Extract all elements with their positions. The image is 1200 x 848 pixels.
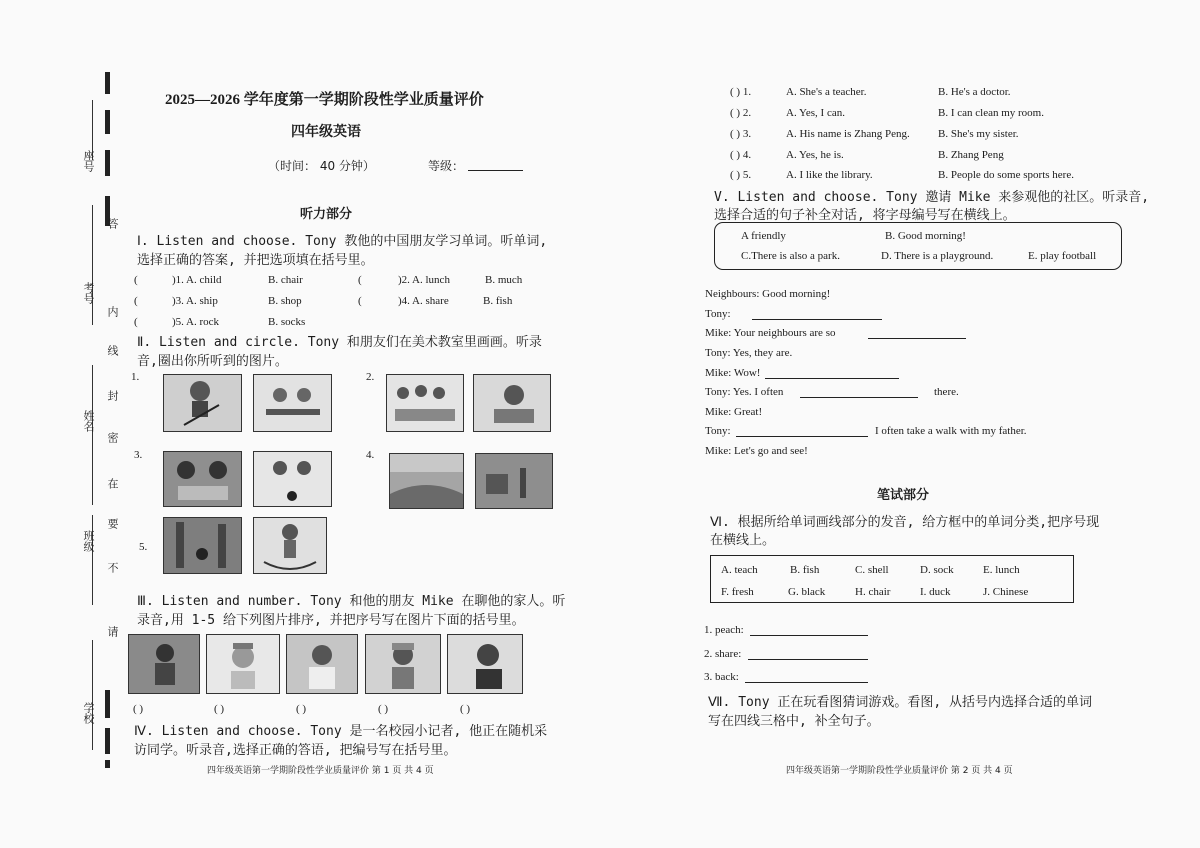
s5-line2: 选择合适的句子补全对话, 将字母编号写在横线上。 <box>714 208 1016 223</box>
answer-paren[interactable]: ( ) <box>214 703 225 715</box>
option-a: A. I like the library. <box>786 169 873 181</box>
name-line <box>92 365 93 505</box>
s6-line1: Ⅵ. 根据所给单词画线部分的发音, 给方框中的单词分类,把序号现 <box>710 515 1100 530</box>
speaker: Tony: <box>705 425 731 437</box>
s4-line1: Ⅳ. Listen and choose. Tony 是一名校园小记者, 他正在随机采 <box>134 724 548 739</box>
answer-blank[interactable] <box>748 659 868 660</box>
option-a: A. Yes, he is. <box>786 149 844 161</box>
answer-paren[interactable]: ( ) <box>296 703 307 715</box>
speaker: Tony: <box>705 308 731 320</box>
picture-kids-reading[interactable] <box>163 451 242 507</box>
option-a: )5. A. rock <box>172 316 220 328</box>
answer-label: 3. back: <box>704 671 739 683</box>
answer-paren[interactable]: ( <box>134 295 138 307</box>
binding-mark <box>105 72 110 94</box>
picture-farmer[interactable] <box>128 634 200 694</box>
option-a: A. She's a teacher. <box>786 86 867 98</box>
s3-line1: Ⅲ. Listen and number. Tony 和他的朋友 Mike 在聊他的家人。听 <box>137 594 566 609</box>
picture-group-children[interactable] <box>386 374 464 432</box>
word-box <box>710 555 1074 603</box>
answer-paren[interactable]: ( <box>358 295 362 307</box>
picture-river-landscape[interactable] <box>389 453 464 509</box>
answer-blank[interactable] <box>750 635 868 636</box>
picture-girl-reading[interactable] <box>473 374 551 432</box>
seal-char: 要 <box>106 518 119 529</box>
seal-char: 不 <box>106 562 119 573</box>
answer-paren[interactable]: ( ) 1. <box>730 86 752 98</box>
listening-title: 听力部分 <box>300 207 353 222</box>
picture-teacher[interactable] <box>447 634 523 694</box>
word: E. lunch <box>983 564 1020 576</box>
option-a: )4. A. share <box>398 295 449 307</box>
picture-playground[interactable] <box>475 453 553 509</box>
s7-line1: Ⅶ. Tony 正在玩看图猜词游戏。看图, 从括号内选择合适的单词 <box>708 695 1092 710</box>
picture-worker[interactable] <box>365 634 441 694</box>
answer-label: 2. share: <box>704 648 742 660</box>
answer-paren[interactable]: ( ) 5. <box>730 169 752 181</box>
word: I. duck <box>920 586 951 598</box>
answer-paren[interactable]: ( ) <box>133 703 144 715</box>
answer-paren[interactable]: ( ) 4. <box>730 149 752 161</box>
speech: Great! <box>734 406 763 418</box>
speech: Let's go and see! <box>734 445 808 457</box>
seal-char: 密 <box>106 432 119 443</box>
s7-line2: 写在四线三格中, 补全句子。 <box>708 714 880 729</box>
speaker: Mike: <box>705 406 732 418</box>
answer-blank[interactable] <box>745 682 868 683</box>
word: H. chair <box>855 586 891 598</box>
option-b: B. Zhang Peng <box>938 149 1004 161</box>
speaker: Neighbours: <box>705 288 760 300</box>
page-footer: 四年级英语第一学期阶段性学业质量评价 第 1 页 共 4 页 <box>207 766 434 776</box>
s1-line1: Ⅰ. Listen and choose. Tony 教他的中国朋友学习单词。听单词, <box>137 234 548 249</box>
dialogue-line <box>705 288 830 300</box>
picture-boy-sweeping[interactable] <box>163 374 242 432</box>
option-B: B. Good morning! <box>885 230 966 242</box>
written-title: 笔试部分 <box>877 488 930 503</box>
picture-park-path[interactable] <box>163 517 242 574</box>
answer-blank[interactable] <box>752 319 882 320</box>
word: C. shell <box>855 564 889 576</box>
dialogue-line <box>705 425 731 437</box>
word: A. teach <box>721 564 758 576</box>
class-line <box>92 515 93 605</box>
binding-mark <box>105 728 110 754</box>
speaker: Tony: <box>705 347 731 359</box>
word: B. fish <box>790 564 820 576</box>
option-D: D. There is a playground. <box>881 250 994 262</box>
s4-line2: 访同学。听录音,选择正确的答语, 把编号写在括号里。 <box>134 743 457 758</box>
s5-line1: V. Listen and choose. Tony 邀请 Mike 来参观他的社区。听录音, <box>714 190 1150 205</box>
item-number: 5. <box>139 541 148 553</box>
answer-label: 1. peach: <box>704 624 744 636</box>
seal-char: 在 <box>106 478 119 489</box>
option-E: E. play football <box>1028 250 1097 262</box>
speech: Yes. I often <box>732 386 784 398</box>
class-label: 班级 <box>82 530 95 552</box>
answer-paren[interactable]: ( ) <box>378 703 389 715</box>
page-footer: 四年级英语第一学期阶段性学业质量评价 第 2 页 共 4 页 <box>786 766 1013 776</box>
picture-doctor[interactable] <box>286 634 358 694</box>
dialogue-line <box>705 347 792 359</box>
word: G. black <box>788 586 826 598</box>
answer-blank[interactable] <box>868 338 966 339</box>
binding-mark <box>105 760 110 768</box>
subject-title: 四年级英语 <box>291 124 361 140</box>
word: D. sock <box>920 564 954 576</box>
option-b: B. I can clean my room. <box>938 107 1044 119</box>
school-label: 学校 <box>82 702 95 724</box>
s2-line1: Ⅱ. Listen and circle. Tony 和朋友们在美术教室里画画。听录 <box>137 335 542 350</box>
picture-girl-jumping[interactable] <box>253 517 327 574</box>
speaker: Mike: <box>705 445 732 457</box>
option-b: B. She's my sister. <box>938 128 1019 140</box>
answer-paren[interactable]: ( ) 3. <box>730 128 752 140</box>
dialogue-line <box>705 445 808 457</box>
option-C: C.There is also a park. <box>741 250 840 262</box>
answer-blank[interactable] <box>765 378 899 379</box>
option-b: B. shop <box>268 295 302 307</box>
binding-mark <box>105 690 110 718</box>
s3-line2: 录音,用 1-5 给下列图片排序, 并把序号写在图片下面的括号里。 <box>137 613 525 628</box>
exam-time: （时间： 40 分钟） <box>268 159 375 173</box>
speech: Wow! <box>733 367 761 379</box>
seal-char: 封 <box>106 390 119 401</box>
seal-char: 请 <box>106 626 119 637</box>
option-b: B. People do some sports here. <box>938 169 1074 181</box>
option-a: A. Yes, I can. <box>786 107 845 119</box>
dialogue-line <box>705 327 835 339</box>
speech-tail: there. <box>934 386 959 398</box>
speech: Your neighbours are so <box>733 327 836 339</box>
exam-no-label: 考号 <box>82 282 95 304</box>
seal-char: 内 <box>106 306 119 317</box>
school-line <box>92 640 93 750</box>
options-box <box>714 222 1122 270</box>
option-a: )3. A. ship <box>172 295 218 307</box>
option-b: B. He's a doctor. <box>938 86 1011 98</box>
s2-line2: 音,圈出你所听到的图片。 <box>137 354 288 369</box>
dialogue-line <box>705 386 783 398</box>
speaker: Mike: <box>705 327 732 339</box>
answer-paren[interactable]: ( ) <box>460 703 471 715</box>
exam-title: 2025—2026 学年度第一学期阶段性学业质量评价 <box>165 92 484 108</box>
option-A: A friendly <box>741 230 786 242</box>
option-b: B. chair <box>268 274 303 286</box>
speech-tail: I often take a walk with my father. <box>875 425 1027 437</box>
speaker: Mike: <box>705 367 732 379</box>
seal-char: 答 <box>106 218 119 229</box>
answer-paren[interactable]: ( <box>134 316 138 328</box>
option-b: B. socks <box>268 316 306 328</box>
answer-paren[interactable]: ( ) 2. <box>730 107 752 119</box>
grade-field[interactable] <box>468 170 523 171</box>
option-b: B. fish <box>483 295 513 307</box>
seat-label: 座号 <box>82 150 95 172</box>
picture-kids-football[interactable] <box>253 451 332 507</box>
page-1 <box>0 0 590 848</box>
grade-label: 等级： <box>428 159 465 173</box>
dialogue-line <box>705 367 760 379</box>
item-number: 2. <box>366 371 375 383</box>
seal-char: 线 <box>106 345 119 356</box>
speech: Good morning! <box>762 288 831 300</box>
dialogue-line <box>705 308 731 320</box>
speaker: Tony: <box>705 386 731 398</box>
option-b: B. much <box>485 274 523 286</box>
exam-no-line <box>92 205 93 325</box>
binding-mark <box>105 110 110 134</box>
speech: Yes, they are. <box>732 347 793 359</box>
picture-children-table[interactable] <box>253 374 332 432</box>
answer-paren[interactable]: ( <box>134 274 138 286</box>
option-a: )2. A. lunch <box>398 274 450 286</box>
word: J. Chinese <box>983 586 1029 598</box>
s6-line2: 在横线上。 <box>710 533 776 548</box>
word: F. fresh <box>721 586 754 598</box>
name-label: 姓名 <box>82 410 95 432</box>
s1-line2: 选择正确的答案, 并把选项填在括号里。 <box>137 253 374 268</box>
dialogue-line <box>705 406 762 418</box>
answer-blank[interactable] <box>736 436 868 437</box>
binding-mark <box>105 150 110 176</box>
answer-paren[interactable]: ( <box>358 274 362 286</box>
answer-blank[interactable] <box>800 397 918 398</box>
item-number: 4. <box>366 449 375 461</box>
item-number: 1. <box>131 371 140 383</box>
option-a: A. His name is Zhang Peng. <box>786 128 910 140</box>
option-a: )1. A. child <box>172 274 222 286</box>
page-2 <box>590 0 1200 848</box>
picture-nurse[interactable] <box>206 634 280 694</box>
item-number: 3. <box>134 449 143 461</box>
